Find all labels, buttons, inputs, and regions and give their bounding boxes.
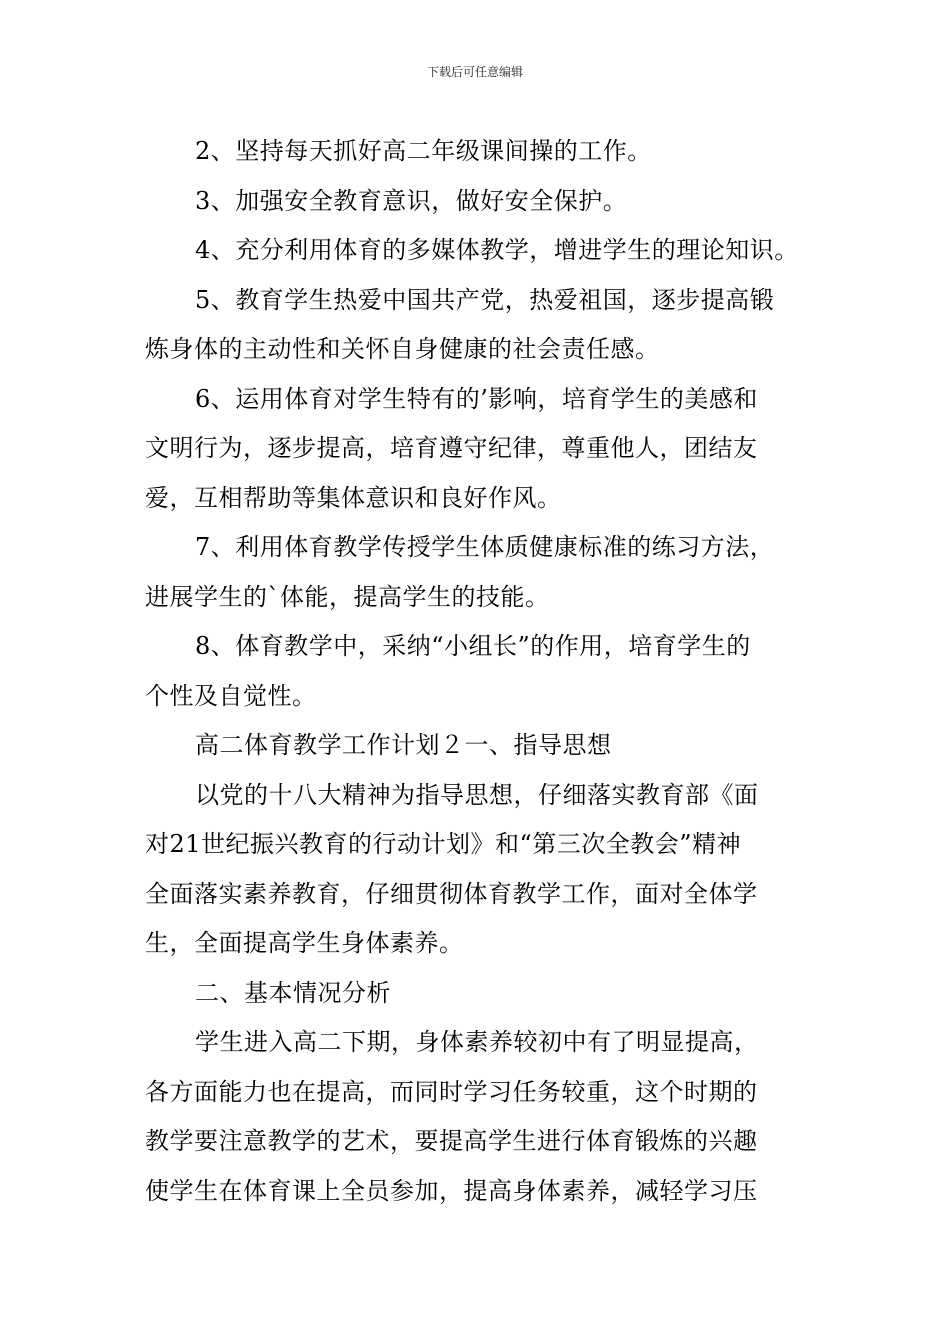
- text-line: 全面落实素养教育，仔细贯彻体育教学工作，面对全体学: [145, 879, 758, 908]
- text-line: 2、坚持每天抓好高二年级课间操的工作。: [195, 137, 652, 165]
- page-header: 下载后可任意编辑: [426, 65, 523, 79]
- text-line: 各方面能力也在提高，而同时学习任务较重，这个时期的: [145, 1077, 758, 1106]
- text-line: 7、利用体育教学传授学生体质健康标准的练习方法，: [195, 533, 775, 561]
- text-line: 6、运用体育对学生特有的’影响，培育学生的美感和: [195, 384, 758, 413]
- document-body: [145, 127, 810, 1216]
- text-line: 个性及自觉性。: [145, 681, 317, 710]
- text-line: 使学生在体育课上全员参加，提高身体素养，减轻学习压: [145, 1176, 758, 1205]
- text-line: 生，全面提高学生身体素养。: [145, 929, 464, 957]
- text-line: 学生进入高二下期，身体素养较初中有了明显提高，: [195, 1028, 759, 1056]
- text-line: 以党的十八大精神为指导思想，仔细落实教育部《面: [195, 780, 759, 809]
- section-heading: 高二体育教学工作计划２一、指导思想: [195, 731, 612, 759]
- text-line: 炼身体的主动性和关怀自身健康的社会责任感。: [145, 335, 660, 363]
- section-heading: 二、基本情况分析: [195, 978, 391, 1007]
- text-line: 爱，互相帮助等集体意识和良好作风。: [145, 483, 562, 512]
- text-line: 4、充分利用体育的多媒体教学，增进学生的理论知识。: [195, 236, 799, 264]
- text-line: 5、教育学生热爱中国共产党，热爱祖国，逐步提高锻: [195, 285, 775, 314]
- text-line: 3、加强安全教育意识，做好安全保护。: [195, 186, 628, 215]
- text-line: 对21世纪振兴教育的行动计划》和“第三次全教会”精神: [145, 830, 742, 858]
- text-line: 8、体育教学中，采纳“小组长”的作用，培育学生的: [195, 632, 751, 660]
- text-line: 进展学生的`体能，提高学生的技能。: [145, 582, 550, 611]
- text-line: 教学要注意教学的艺术，要提高学生进行体育锻炼的兴趣: [145, 1127, 758, 1155]
- text-line: 文明行为，逐步提高，培育遵守纪律，尊重他人，团结友: [145, 434, 758, 462]
